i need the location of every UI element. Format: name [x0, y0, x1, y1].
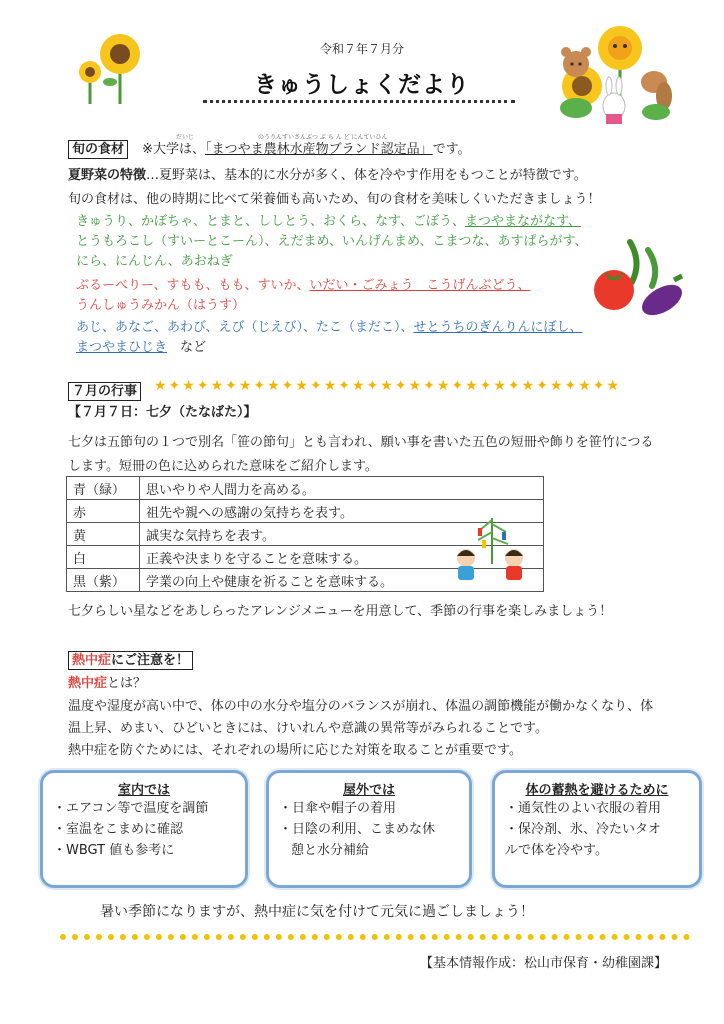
- table-row: [67, 477, 544, 500]
- fish-line-2-suffix: など: [167, 340, 207, 355]
- heat-line-1: 温度や湿度が高い中で、体の中の水分や塩分のバランスが崩れ、体温の調節機能が働かなくなり、体: [68, 699, 654, 714]
- feature-text: …夏野菜は、基本的に水分が多く、体を冷やす作用をもつことが特徴です。: [146, 168, 587, 183]
- fruit-line-2: うんしゅうみかん（はうす）: [76, 298, 246, 313]
- animals-sunflowers-illustration: [556, 22, 676, 130]
- box-item: ・日傘や帽子の着用: [279, 801, 397, 816]
- body-heat-tips-box: [492, 770, 702, 888]
- seafood-list: [76, 318, 583, 358]
- meaning-cell: 誠実な気持ちを表す。: [140, 523, 544, 546]
- box-item: ・日陰の利用、こまめな休: [279, 822, 436, 837]
- furigana-daiji: だいじ: [176, 134, 195, 141]
- furigana-brand: のうりんすいさんぶつ ぶ ら ん ど にんていひん: [258, 134, 388, 141]
- fruit-line-1: ぶるーべりー、すもも、もも、すいか、: [76, 278, 310, 293]
- heat-label-red: 熱中症: [72, 653, 112, 668]
- box-item: ・エアコン等で温度を調節: [53, 801, 209, 816]
- heat-label-rest: にご注意を！: [111, 653, 190, 668]
- tanabata-line-2: します。短冊の色に込められた意味をご紹介します。: [68, 459, 378, 474]
- heat-question: [68, 675, 146, 693]
- feature-line: [68, 167, 587, 185]
- fruit-list: [76, 276, 531, 316]
- veg-brand-matsuyama-nagnasu: まつやまながなす、: [464, 214, 581, 229]
- brand-note-prefix: ※大学は、: [142, 142, 206, 157]
- meaning-cell: 思いやりや人間力を高める。: [140, 477, 544, 500]
- fish-line-1: あじ、あなご、あわび、えび（じえび）、たこ（まだこ）、: [76, 320, 414, 335]
- color-cell: 黒（紫）: [67, 569, 140, 592]
- issue-date: 令和７年７月分: [319, 42, 404, 56]
- box-title: 体の蓄熱を避けるために: [525, 783, 669, 798]
- heat-closing: 暑い季節になりますが、熱中症に気を付けて元気に過ごしましょう！: [100, 904, 534, 920]
- box-item: ・WBGT 値も参考に: [53, 843, 175, 858]
- page-title: きゅうしょくだより: [254, 72, 470, 98]
- brand-note-suffix: です。: [432, 142, 471, 157]
- heat-line-2: 温上昇、めまい、ひどいときには、けいれんや意識の異常等がみられることです。: [68, 721, 548, 736]
- box-title: 屋外では: [342, 783, 395, 798]
- feature-line-2: 旬の食材は、他の時期に比べて栄養価も高いため、旬の食材を美味しくいただきましょう！: [68, 192, 601, 207]
- tanabata-closing: 七夕らしい星などをあしらったアレンジメニューを用意して、季節の行事を楽しみましょう！: [68, 604, 613, 619]
- box-item: ルで体を冷やす。: [505, 843, 608, 858]
- fish-brand-hijiki: まつやまひじき: [76, 340, 168, 355]
- box-item: ・保冷剤、氷、冷たいタオ: [505, 822, 662, 837]
- indoor-tips-box: [40, 770, 248, 888]
- box-item: 憩と水分補給: [291, 843, 370, 858]
- heat-explanation: [68, 696, 653, 762]
- fruit-brand-grapes: いだい・ごみょう こうげんぶどう、: [309, 278, 531, 293]
- veg-line-3: にら、にんじん、あおねぎ: [76, 254, 233, 269]
- tanabata-intro: [68, 431, 654, 479]
- meaning-cell: 学業の向上や健康を祈ることを意味する。: [140, 569, 544, 592]
- color-cell: 赤: [67, 500, 140, 523]
- veg-line-1: きゅうり、かぼちゃ、とまと、ししとう、おくら、なす、ごぼう、: [76, 214, 465, 229]
- section-label-heat: [68, 651, 193, 670]
- fish-brand-niboshi: せとうちのぎんりんにぼし、: [413, 320, 583, 335]
- events-header-row: [68, 380, 141, 401]
- color-cell: 青（緑）: [67, 477, 140, 500]
- title-underline: [203, 100, 515, 103]
- sunflower-illustration: [72, 32, 152, 104]
- section-label-events: ７月の行事: [68, 382, 141, 401]
- box-item: ・通気性のよい衣服の着用: [505, 801, 662, 816]
- footer-credit: 【基本情報作成：松山市保育・幼稚園課】: [420, 956, 668, 971]
- tanabata-heading: 【７月７日：七夕（たなばた）】: [68, 405, 257, 420]
- tanabata-line-1: 七夕は五節句の１つで別名「笹の節句」とも言われ、願い事を書いた五色の短冊や飾りを笹竹につる: [68, 435, 654, 450]
- meaning-cell: 祖先や親への感謝の気持ちを表す。: [140, 500, 544, 523]
- section-label-seasonal: 旬の食材: [68, 140, 128, 159]
- box-title: 室内では: [117, 783, 170, 798]
- color-cell: 白: [67, 546, 140, 569]
- bottom-dotted-divider: [60, 934, 690, 940]
- vegetable-list: [76, 212, 587, 272]
- outdoor-tips-box: [266, 770, 472, 888]
- vegetables-illustration: [590, 232, 690, 322]
- veg-line-2: とうもろこし（すいーとこーん）、えだまめ、いんげんまめ、こまつな、あすぱらがす、: [76, 234, 588, 249]
- feature-heading: 夏野菜の特徴: [68, 168, 147, 183]
- box-item: ・室温をこまめに確認: [53, 822, 184, 837]
- star-garland-decoration: ★✦★✦★✦★✦★✦★✦★✦★✦★✦★✦★✦★✦★✦★✦★✦★✦★: [154, 378, 622, 394]
- heat-header-row: [68, 651, 193, 670]
- heat-question-rest: とは？: [107, 676, 147, 691]
- heat-line-3: 熱中症を防ぐためには、それぞれの場所に応じた対策を取ることが重要です。: [68, 743, 522, 758]
- heat-question-red: 熱中症: [68, 676, 108, 691]
- meaning-cell: 正義や決まりを守ることを意味する。: [140, 546, 544, 569]
- seasonal-header-row: [68, 140, 471, 159]
- tanabata-children-illustration: [452, 514, 532, 584]
- brand-note-name: 「まつやま農林水産物ブランド認定品」: [205, 142, 433, 157]
- color-cell: 黄: [67, 523, 140, 546]
